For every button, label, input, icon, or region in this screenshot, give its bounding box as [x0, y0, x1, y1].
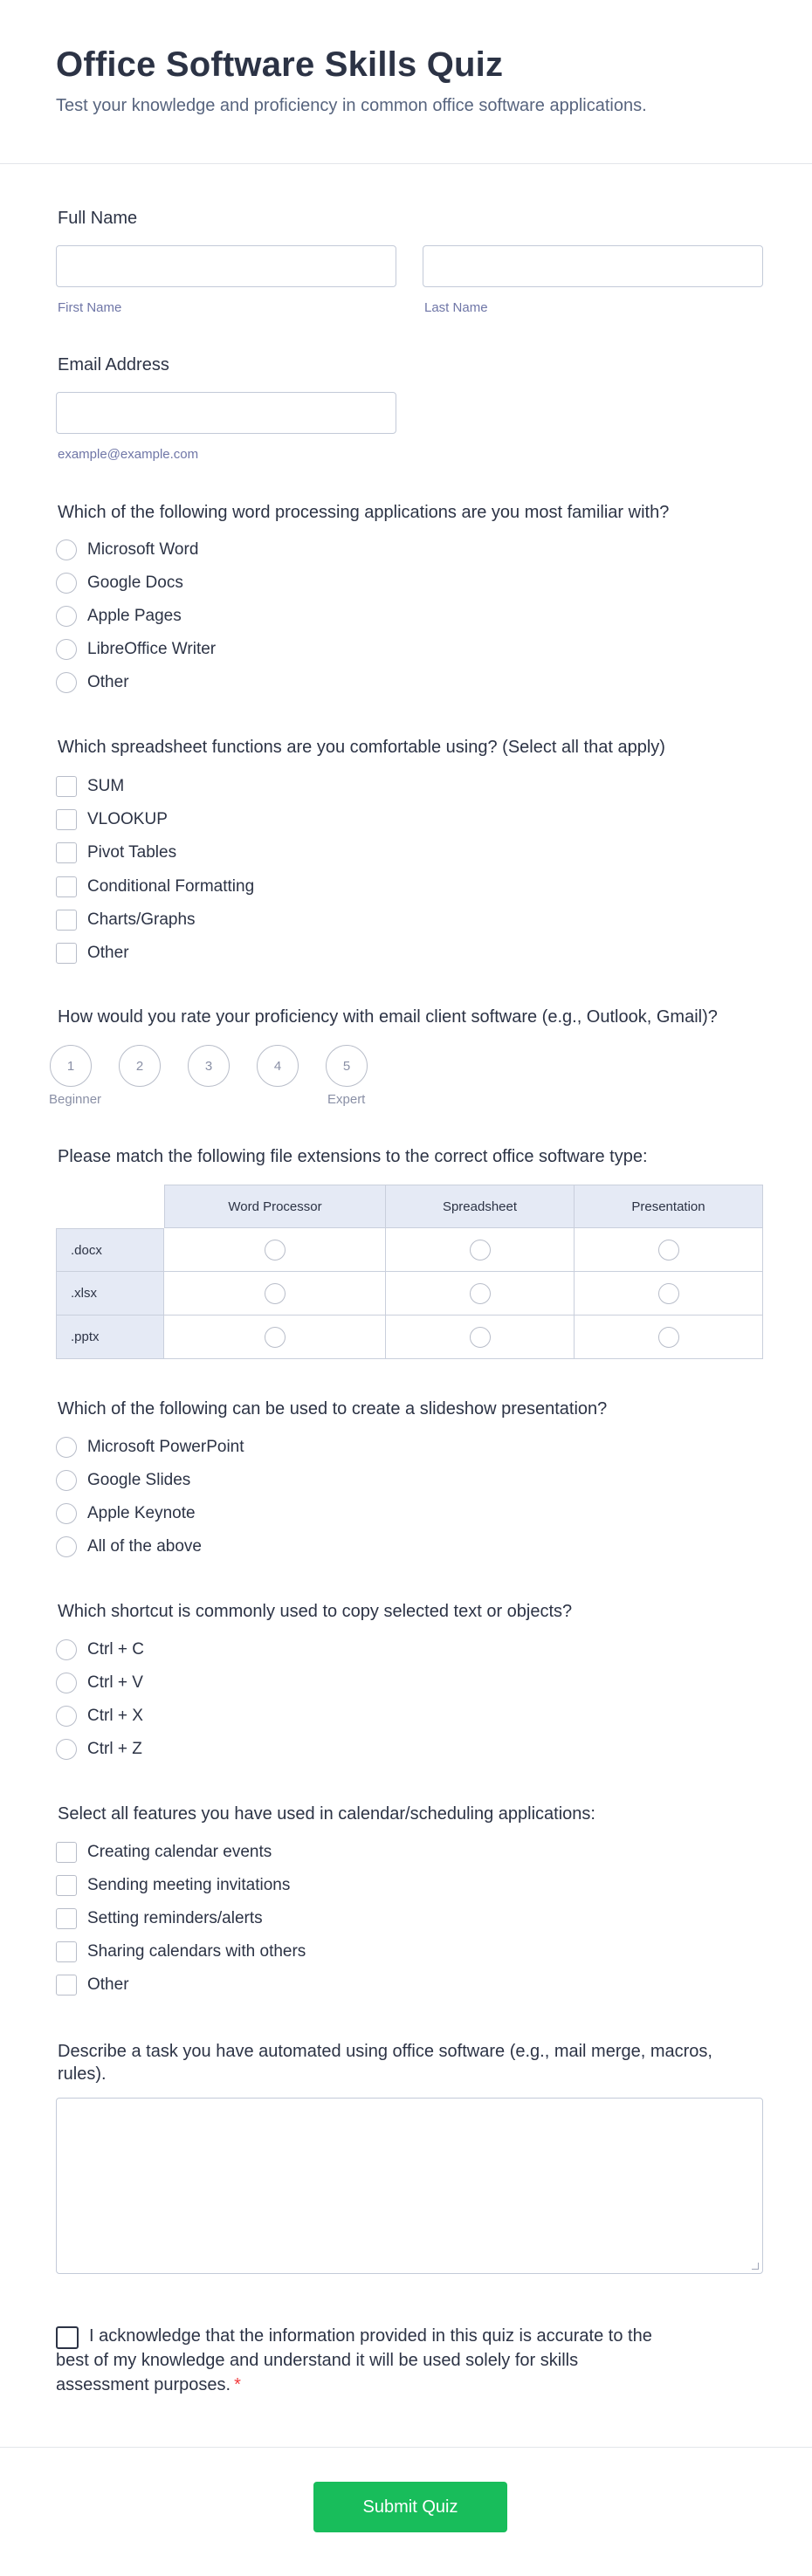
radio-button[interactable] — [265, 1283, 286, 1304]
radio-button[interactable] — [56, 1437, 77, 1458]
q-shortcut-option[interactable] — [56, 1738, 142, 1761]
radio-button[interactable] — [56, 639, 77, 660]
rating-high-label: Expert — [327, 1092, 366, 1107]
option-label: Sending meeting invitations — [87, 1876, 291, 1894]
option-label: All of the above — [87, 1537, 202, 1556]
q-automation-label: Describe a task you have automated using office software (e.g., mail merge, macros, rules). — [58, 2042, 712, 2084]
radio-button[interactable] — [56, 1503, 77, 1524]
q-slideshow-option[interactable] — [56, 1469, 190, 1492]
option-label: Ctrl + V — [87, 1673, 143, 1692]
q-calendar-option[interactable] — [56, 1941, 306, 1963]
radio-button[interactable] — [56, 539, 77, 560]
q-spreadsheet-option[interactable] — [56, 775, 124, 798]
checkbox[interactable] — [56, 1842, 77, 1863]
checkbox[interactable] — [56, 1908, 77, 1929]
option-label: Google Docs — [87, 574, 183, 592]
checkbox[interactable] — [56, 943, 77, 964]
option-label: Conditional Formatting — [87, 877, 255, 896]
q-word-label: Which of the following word processing applications are you most familiar with? — [58, 503, 670, 522]
q-calendar-label: Select all features you have used in calendar/scheduling applications: — [58, 1804, 595, 1824]
radio-button[interactable] — [658, 1240, 679, 1261]
option-label: Apple Keynote — [87, 1504, 196, 1522]
q-slideshow-option[interactable] — [56, 1436, 244, 1459]
option-label: Pivot Tables — [87, 843, 177, 862]
option-label: Other — [87, 944, 129, 962]
checkbox[interactable] — [56, 876, 77, 897]
radio-button[interactable] — [56, 1739, 77, 1760]
q-calendar-option[interactable] — [56, 1974, 129, 1996]
q-word-option[interactable] — [56, 605, 182, 628]
q-slideshow-option[interactable] — [56, 1535, 202, 1558]
page-title: Office Software Skills Quiz — [56, 45, 504, 84]
q-shortcut-option[interactable] — [56, 1705, 143, 1728]
radio-button[interactable] — [56, 1536, 77, 1557]
q-word-option[interactable] — [56, 572, 183, 594]
q-shortcut-option[interactable] — [56, 1638, 144, 1661]
q-email-rating-label: How would you rate your proficiency with email client software (e.g., Outlook, Gmail)? — [58, 1007, 718, 1027]
q-spreadsheet-label: Which spreadsheet functions are you comfortable using? (Select all that apply) — [58, 738, 665, 757]
resize-handle-icon[interactable] — [752, 2263, 759, 2270]
radio-button[interactable] — [658, 1327, 679, 1348]
option-label: Charts/Graphs — [87, 910, 196, 929]
rating-option-5[interactable]: 5 — [326, 1045, 368, 1087]
radio-button[interactable] — [56, 606, 77, 627]
q-word-option[interactable] — [56, 638, 216, 661]
option-label: Microsoft PowerPoint — [87, 1438, 244, 1456]
q-spreadsheet-option[interactable] — [56, 909, 196, 931]
radio-button[interactable] — [56, 672, 77, 693]
matrix-column-header: Spreadsheet — [386, 1185, 575, 1228]
matrix-cell[interactable] — [386, 1272, 575, 1315]
last-name-sublabel: Last Name — [424, 300, 488, 315]
q-shortcut-label: Which shortcut is commonly used to copy selected text or objects? — [58, 1602, 573, 1621]
option-label: Other — [87, 1975, 129, 1994]
first-name-sublabel: First Name — [58, 300, 122, 315]
radio-button[interactable] — [470, 1327, 491, 1348]
checkbox[interactable] — [56, 910, 77, 931]
q-spreadsheet-option[interactable] — [56, 942, 129, 965]
first-name-input[interactable] — [56, 245, 396, 287]
q-spreadsheet-option[interactable] — [56, 841, 176, 864]
acknowledge-text: I acknowledge that the information provided in this quiz is accurate to the best of my knowledge and understand it will be used solely for skills assessment purposes. — [56, 2326, 652, 2394]
option-label: Apple Pages — [87, 607, 182, 625]
option-label: VLOOKUP — [87, 810, 168, 828]
radio-button[interactable] — [56, 1706, 77, 1727]
q-spreadsheet-option[interactable] — [56, 876, 254, 898]
matrix-column-header: Word Processor — [164, 1185, 386, 1228]
q-word-option[interactable] — [56, 539, 198, 561]
matrix-cell[interactable] — [386, 1228, 575, 1272]
option-label: LibreOffice Writer — [87, 640, 217, 658]
matrix-cell[interactable] — [164, 1272, 386, 1315]
footer-divider — [0, 2447, 812, 2448]
radio-button[interactable] — [265, 1327, 286, 1348]
radio-button[interactable] — [658, 1283, 679, 1304]
form-header — [0, 0, 812, 164]
radio-button[interactable] — [56, 1639, 77, 1660]
option-label: Ctrl + C — [87, 1640, 144, 1659]
checkbox[interactable] — [56, 1975, 77, 1996]
radio-button[interactable] — [56, 1673, 77, 1693]
email-sublabel: example@example.com — [58, 447, 199, 462]
matrix-cell[interactable] — [164, 1228, 386, 1272]
option-label: Other — [87, 673, 129, 691]
q-matrix-label: Please match the following file extensions to the correct office software type: — [58, 1147, 648, 1166]
option-label: Ctrl + X — [87, 1707, 143, 1725]
radio-button[interactable] — [265, 1240, 286, 1261]
matrix-cell[interactable] — [164, 1315, 386, 1359]
checkbox[interactable] — [56, 1941, 77, 1962]
full-name-label: Full Name — [58, 209, 138, 228]
q-shortcut-option[interactable] — [56, 1672, 143, 1694]
q-spreadsheet-option[interactable] — [56, 808, 168, 831]
q-slideshow-label: Which of the following can be used to create a slideshow presentation? — [58, 1399, 608, 1419]
automation-textarea[interactable] — [56, 2098, 763, 2274]
checkbox[interactable] — [56, 842, 77, 863]
radio-button[interactable] — [56, 573, 77, 594]
matrix-row-header: .xlsx — [56, 1272, 164, 1315]
q-calendar-option[interactable] — [56, 1907, 263, 1930]
matrix-cell[interactable] — [575, 1315, 763, 1359]
rating-option-1[interactable]: 1 — [50, 1045, 92, 1087]
q-slideshow-option[interactable] — [56, 1502, 196, 1525]
checkbox[interactable] — [56, 809, 77, 830]
option-label: Sharing calendars with others — [87, 1942, 306, 1961]
checkbox[interactable] — [56, 1875, 77, 1896]
option-label: Creating calendar events — [87, 1843, 272, 1861]
submit-button[interactable]: Submit Quiz — [313, 2482, 507, 2532]
last-name-input[interactable] — [423, 245, 763, 287]
option-label: Ctrl + Z — [87, 1740, 142, 1758]
matrix-row-header: .pptx — [56, 1315, 164, 1359]
checkbox[interactable] — [56, 776, 77, 797]
matrix-cell[interactable] — [575, 1272, 763, 1315]
q-calendar-option[interactable] — [56, 1874, 290, 1897]
rating-option-3[interactable]: 3 — [188, 1045, 230, 1087]
acknowledge-label — [56, 2324, 676, 2397]
email-label: Email Address — [58, 355, 169, 374]
radio-button[interactable] — [56, 1470, 77, 1491]
radio-button[interactable] — [470, 1240, 491, 1261]
required-asterisk: * — [234, 2375, 241, 2394]
radio-button[interactable] — [470, 1283, 491, 1304]
matrix-row-header: .docx — [56, 1228, 164, 1272]
option-label: Setting reminders/alerts — [87, 1909, 263, 1927]
q-word-option[interactable] — [56, 671, 129, 694]
q-calendar-option[interactable] — [56, 1841, 272, 1864]
matrix-column-header: Presentation — [575, 1185, 763, 1228]
page-subtitle: Test your knowledge and proficiency in common office software applications. — [56, 96, 647, 115]
option-label: SUM — [87, 777, 125, 795]
rating-option-2[interactable]: 2 — [119, 1045, 161, 1087]
rating-option-4[interactable]: 4 — [257, 1045, 299, 1087]
option-label: Google Slides — [87, 1471, 191, 1489]
rating-low-label: Beginner — [49, 1092, 102, 1107]
matrix-cell[interactable] — [575, 1228, 763, 1272]
matrix-cell[interactable] — [386, 1315, 575, 1359]
matrix-table — [56, 1185, 763, 1359]
option-label: Microsoft Word — [87, 540, 199, 559]
email-input[interactable] — [56, 392, 396, 434]
